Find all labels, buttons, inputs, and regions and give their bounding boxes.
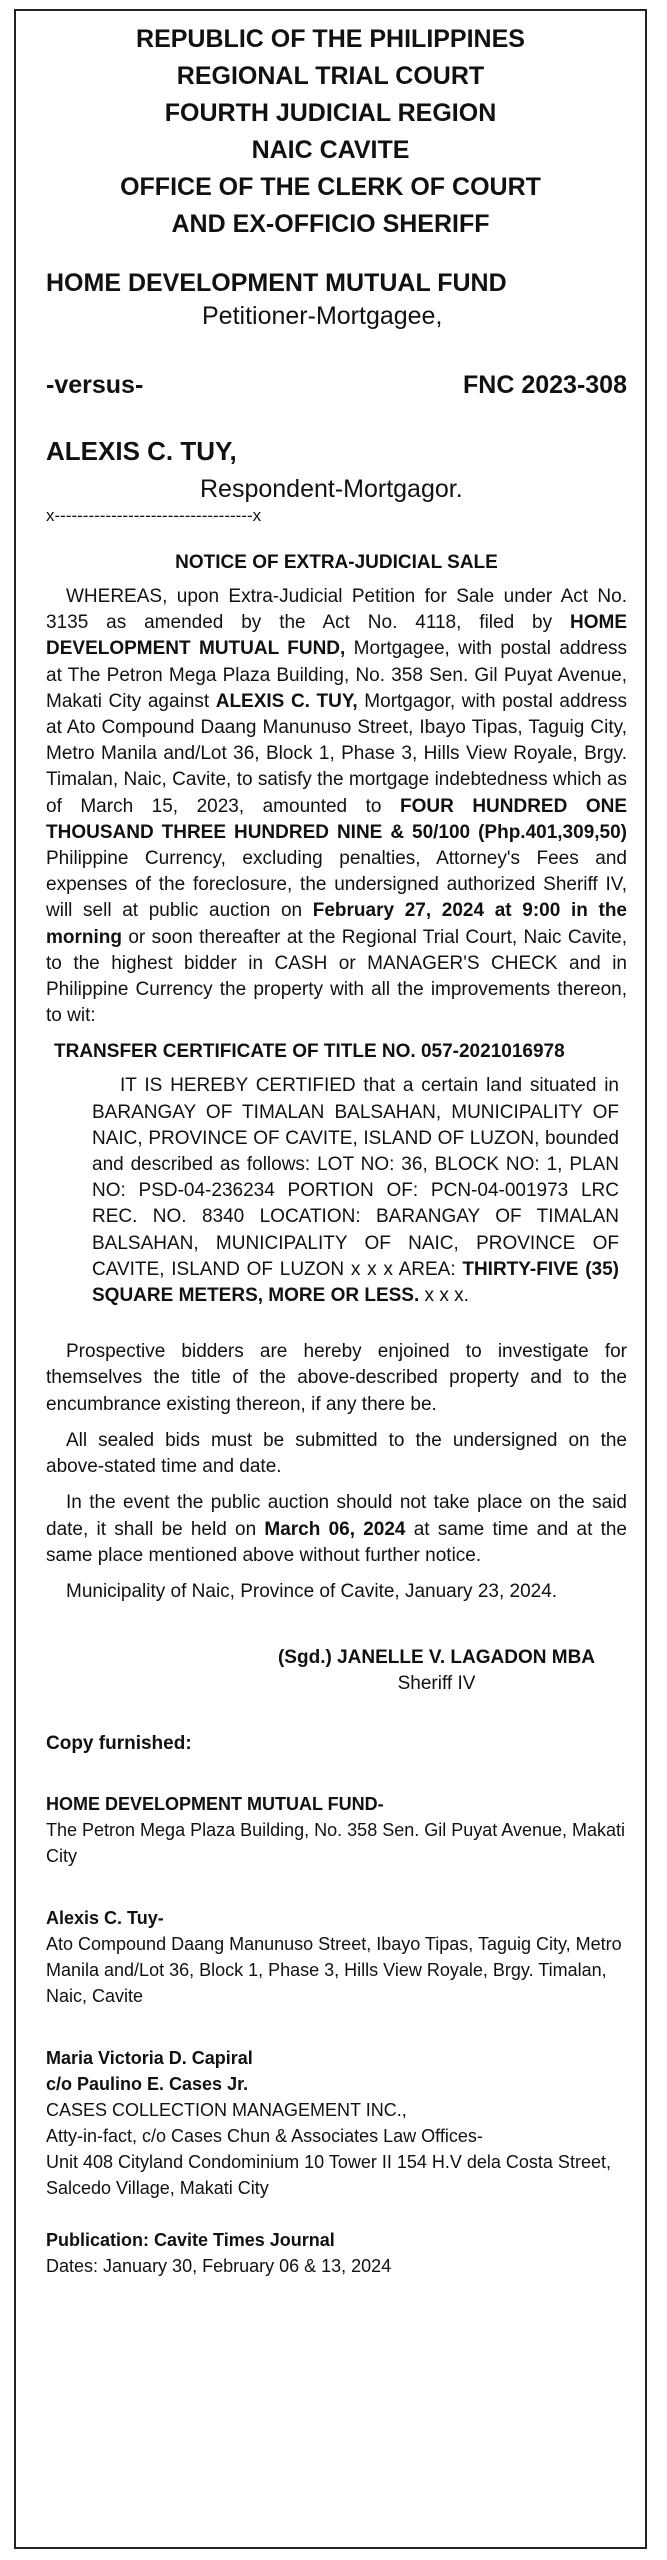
copy-hdmf [46, 1791, 627, 1869]
prospective-paragraph: Prospective bidders are hereby enjoined to investigate for themselves the title of the above-described property and to the encumbrance existing thereon, if any there be. [46, 1341, 627, 1415]
header-line: REGIONAL TRIAL COURT [176, 62, 485, 90]
court-header [16, 11, 645, 243]
hdmf-address: The Petron Mega Plaza Building, No. 358 Sen. Gil Puyat Avenue, Makati City [46, 1820, 626, 1867]
header-line: OFFICE OF THE CLERK OF COURT [120, 173, 541, 201]
copy-furnished-label: Copy furnished: [46, 1733, 192, 1755]
whereas-paragraph [46, 584, 627, 1029]
sealed-bids-paragraph: All sealed bids must be submitted to the undersigned on the above-stated time and date. [46, 1429, 627, 1478]
header-line: NAIC CAVITE [251, 136, 410, 164]
cases-name: c/o Paulino E. Cases Jr. [46, 2074, 249, 2095]
tuy-address: Ato Compound Daang Manunuso Street, Ibayo Tipas, Taguig City, Metro Manila and/Lot 36, Block 1, Phase 3, Hills View Royale, Brgy. Timalan, Naic, Cavite [46, 1934, 622, 2007]
cases-line: Atty-in-fact, c/o Cases Chun & Associates Law Offices- [46, 2126, 483, 2147]
separator-line: x-----------------------------------x [46, 506, 262, 525]
publication-block [46, 2227, 627, 2279]
tuy-name: Alexis C. Tuy- [46, 1908, 164, 1929]
whereas-text: Mortgagor, with postal address at Ato Compound Daang Manunuso Street, Ibayo Tipas, Taguig City, Metro Manila and/Lot 36, Block 1, Phase 3, Hills View Royale, Brgy. Timalan, Naic, Cavite, to satisfy the mortgage indebtedness which as of March 15, 2023, amounted to [46, 690, 627, 817]
sheriff-title: Sheriff IV [397, 1673, 476, 1695]
petitioner-role: Petitioner-Mortgagee, [202, 302, 443, 330]
respondent-name: ALEXIS C. TUY, [46, 436, 237, 466]
property-text: IT IS HEREBY CERTIFIED that a certain land situated in BARANGAY OF TIMALAN BALSAHAN, MUNICIPALITY OF NAIC, PROVINCE OF CAVITE, ISLAND OF LUZON, bounded and described as follows: LOT NO: 36, BLOCK NO: 1, PLAN NO: PSD-04-236234 PORTION OF: PCN-04-001973 LRC REC. NO. 8340 LOCATION: BARANGAY OF TIMALAN BALSAHAN, MUNICIPALITY OF NAIC, PROVINCE OF CAVITE, ISLAND OF LUZON x x x AREA: [92, 1075, 619, 1280]
whereas-bold: February 27, 2024 at 9:00 in the morning [46, 900, 627, 948]
sheriff-name: (Sgd.) JANELLE V. LAGADON MBA [277, 1647, 596, 1669]
whereas-bold: ALEXIS C. TUY, [215, 690, 358, 712]
cases-line: Unit 408 Cityland Condominium 10 Tower II 154 H.V dela Costa Street, Salcedo Village, Makati City [46, 2152, 611, 2199]
respondent-role: Respondent-Mortgagor. [200, 475, 463, 503]
header-line: AND EX-OFFICIO SHERIFF [171, 210, 490, 238]
copy-tuy [46, 1905, 627, 2009]
notice-page [14, 9, 647, 2549]
event-text: In the event the public auction should not take place on the said date, it shall be held on [46, 1492, 627, 1540]
whereas-bold: HOME DEVELOPMENT MUTUAL FUND, [46, 612, 627, 660]
whereas-text: Mortgagee, with postal address at The Petron Mega Plaza Building, No. 358 Sen. Gil Puyat Avenue, Makati City against [46, 638, 628, 712]
case-number: FNC 2023-308 [463, 371, 627, 399]
notice-title: NOTICE OF EXTRA-JUDICIAL SALE [175, 552, 498, 573]
header-line: REPUBLIC OF THE PHILIPPINES [136, 25, 525, 53]
cases-line: CASES COLLECTION MANAGEMENT INC., [46, 2100, 407, 2121]
property-area: THIRTY-FIVE (35) SQUARE METERS, MORE OR LESS. [92, 1258, 619, 1307]
header-line: FOURTH JUDICIAL REGION [164, 99, 497, 127]
event-paragraph [46, 1490, 627, 1569]
property-description [46, 1073, 627, 1309]
capiral-name: Maria Victoria D. Capiral [46, 2048, 253, 2069]
tct-title: TRANSFER CERTIFICATE OF TITLE NO. 057-2021016978 [54, 1041, 565, 1063]
versus-row [46, 371, 627, 400]
closing-paragraphs [46, 1339, 627, 1605]
municipality-paragraph: Municipality of Naic, Province of Cavite, January 23, 2024. [66, 1580, 558, 1602]
hdmf-name: HOME DEVELOPMENT MUTUAL FUND- [46, 1794, 384, 1815]
event-date: March 06, 2024 [264, 1518, 406, 1540]
versus-label: -versus- [46, 371, 144, 399]
whereas-text: WHEREAS, upon Extra-Judicial Petition for Sale under Act No. 3135 as amended by the Act No. 4118, filed by [46, 586, 627, 634]
publication-label: Publication: Cavite Times Journal [46, 2230, 335, 2251]
publication-dates: Dates: January 30, February 06 & 13, 2024 [46, 2256, 392, 2277]
whereas-bold: FOUR HUNDRED ONE THOUSAND THREE HUNDRED NINE & 50/100 (Php.401,309,50) [46, 795, 627, 843]
petitioner-name: HOME DEVELOPMENT MUTUAL FUND [46, 269, 507, 297]
property-text: x x x. [419, 1285, 469, 1307]
event-text: at same time and at the same place mentioned above without further notice. [46, 1518, 627, 1566]
whereas-text: Philippine Currency, excluding penalties, Attorney's Fees and expenses of the foreclosure, the undersigned authorized Sheriff IV, will sell at public auction on [46, 848, 627, 922]
copy-capiral [46, 2045, 627, 2201]
whereas-text: or soon thereafter at the Regional Trial Court, Naic Cavite, to the highest bidder in CASH or MANAGER'S CHECK and in Philippine Currency the property with all the improvements thereon, to wit: [46, 926, 627, 1027]
signature-block [46, 1645, 627, 1697]
